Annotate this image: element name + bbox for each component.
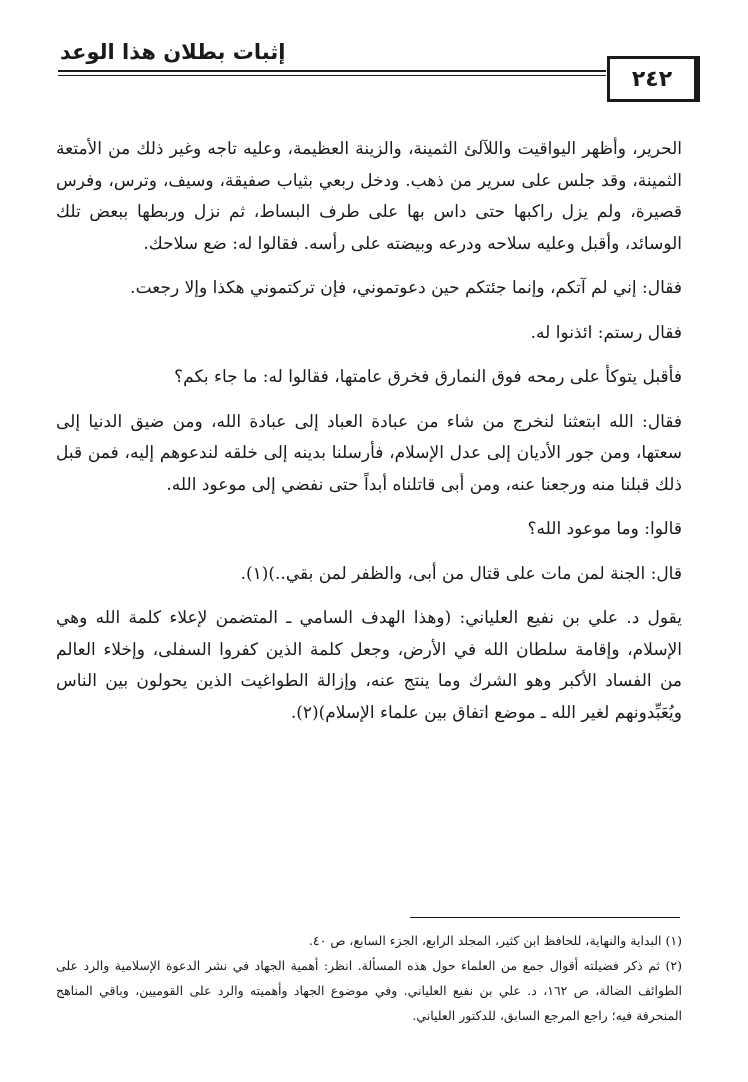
header-rule [58,70,606,76]
paragraph: قال: الجنة لمن مات على قتال من أبى، والظفر لمن بقي..)(١). [240,563,682,584]
paragraph: فقال رستم: ائذنوا له. [530,322,682,343]
footnote: (٢) ثم ذكر فضيلته أقوال جمع من العلماء حول هذه المسألة. انظر: أهمية الجهاد في نشر الدعوة الإسلامية والرد على الطوائف الضالة، ص ١٦٢، د. علي بن نفيع العلياني. وفي موضوع الجهاد وأهميته والرد على القوميين، وباقي المناهج المنحرفة فيه؛ راجع المرجع السابق، للدكتور العلياني. [56,958,682,1023]
paragraph: يقول د. علي بن نفيع العلياني: (وهذا الهدف السامي ـ المتضمن لإعلاء كلمة الله وهي الإسلام، وإقامة سلطان الله في الأرض، وجعل كلمة الذين كفروا السفلى، وإخلاء العالم من الفساد الأكبر وهو الشرك وما ينتج عنه، وإزالة الطواغيت الذين يحولون بين الناس ويُعَبِّدونهم لغير الله ـ موضع اتفاق بين علماء الإسلام)(٢). [56,608,682,723]
paragraph: الحرير، وأظهر اليواقيت واللآلئ الثمينة، والزينة العظيمة، وعليه تاجه وغير ذلك من الأمتعة الثمينة، وقد جلس على سرير من ذهب. ودخل ربعي بثياب صفيقة، وسيف، وترس، وفرس قصيرة، ولم يزل راكبها حتى داس بها على طرف البساط، ثم نزل وربطها ببعض تلك الوسائد، وأقبل وعليه سلاحه ودرعه وبيضته على رأسه. فقالوا له: ضع سلاحك. [56,139,682,254]
body-text [56,134,682,729]
paragraph: فقال: الله ابتعثنا لنخرج من شاء من عبادة العباد إلى عبادة الله، ومن ضيق الدنيا إلى سعتها، ومن جور الأديان إلى عدل الإسلام، فأرسلنا بدينه إلى خلقه لندعوهم إليه، فمن قبل ذلك قبلنا منه ورجعنا عنه، ومن أبى قاتلناه أبداً حتى نفضي إلى موعود الله. [56,411,682,495]
footnote: (١) البداية والنهاية، للحافظ ابن كثير، المجلد الرابع، الجزء السابع، ص ٤٠. [308,933,682,948]
paragraph: فقال: إني لم آتكم، وإنما جئتكم حين دعوتموني، فإن تركتموني هكذا وإلا رجعت. [130,278,682,298]
paragraph: فأقبل يتوكأ على رمحه فوق النمارق فخرق عامتها، فقالوا له: ما جاء بكم؟ [174,367,682,387]
footnote-separator [410,917,680,918]
running-header-title: إثبات بطلان هذا الوعد [60,40,286,64]
paragraph: قالوا: وما موعود الله؟ [527,519,682,539]
footnotes [56,928,682,1028]
page-number: ٢٤٢ [607,56,700,102]
